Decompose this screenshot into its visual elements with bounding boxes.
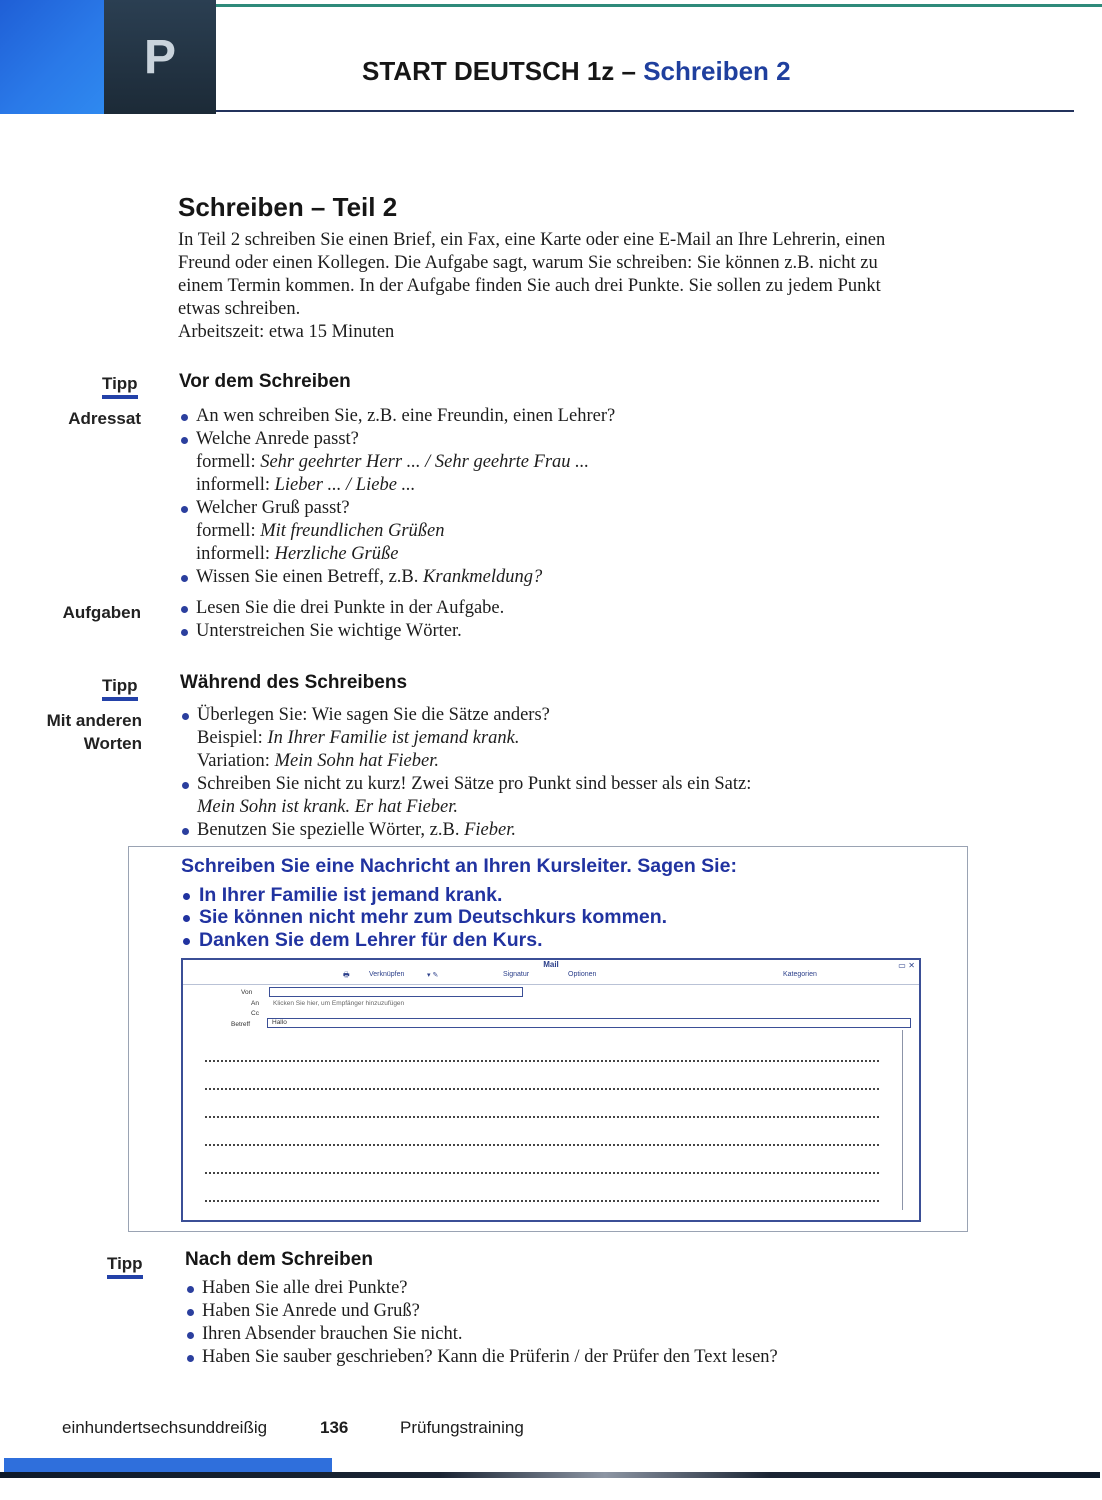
header-rule: [216, 110, 1074, 112]
task-heading: Schreiben Sie eine Nachricht an Ihren Kursleiter. Sagen Sie:: [181, 855, 737, 877]
list-item: Unterstreichen Sie wichtige Wörter.: [178, 620, 504, 643]
label-von: Von: [241, 989, 253, 996]
toolbar-kategorien[interactable]: Kategorien: [783, 971, 817, 978]
list-item: informell: Herzliche Grüße: [196, 544, 399, 564]
list-item: Überlegen Sie: Wie sagen Sie die Sätze anders?: [179, 704, 751, 727]
list-item: Benutzen Sie spezielle Wörter, z.B. Fieber.: [179, 819, 751, 842]
vor-list: [178, 405, 615, 589]
list-item: Ihren Absender brauchen Sie nicht.: [184, 1323, 778, 1346]
intro-line: In Teil 2 schreiben Sie einen Brief, ein Fax, eine Karte oder eine E-Mail an Ihre Lehrerin, einen: [178, 230, 886, 250]
list-item: Haben Sie sauber geschrieben? Kann die Prüferin / der Prüfer den Text lesen?: [184, 1346, 778, 1369]
betreff-value: Hallo: [272, 1019, 287, 1026]
writing-line[interactable]: [205, 1116, 879, 1118]
waehrend-list: [179, 704, 751, 842]
list-item: Beispiel: In Ihrer Familie ist jemand krank.: [197, 728, 520, 748]
von-field[interactable]: [269, 987, 523, 997]
list-item: informell: Lieber ... / Liebe ...: [196, 475, 416, 495]
list-item: An wen schreiben Sie, z.B. eine Freundin, einen Lehrer?: [178, 405, 615, 428]
aufgaben-list: [178, 597, 504, 643]
footer-page-word: einhundertsechsunddreißig: [62, 1418, 268, 1437]
task-bullet: Sie können nicht mehr zum Deutschkurs kommen.: [181, 906, 667, 929]
toolbar-optionen[interactable]: Optionen: [568, 971, 597, 978]
list-item: Haben Sie Anrede und Gruß?: [184, 1300, 778, 1323]
side-label-aufgaben: Aufgaben: [62, 603, 141, 622]
list-item: Welche Anrede passt?: [178, 428, 615, 451]
an-hint[interactable]: Klicken Sie hier, um Empfänger hinzuzufügen: [273, 1000, 405, 1007]
list-item: Variation: Mein Sohn hat Fieber.: [197, 751, 439, 771]
waehrend-heading: Während des Schreibens: [180, 672, 408, 693]
footer-rule: [0, 1472, 1100, 1478]
mail-toolbar: [183, 970, 919, 985]
toolbar-arrow-icon[interactable]: ▾ ✎: [427, 972, 439, 979]
writing-line[interactable]: [205, 1200, 879, 1202]
header-title-accent: Schreiben 2: [643, 56, 791, 86]
side-label-adressat: Adressat: [68, 409, 141, 428]
intro-line: Arbeitszeit: etwa 15 Minuten: [178, 322, 395, 342]
task-bullet: In Ihrer Familie ist jemand krank.: [181, 884, 502, 907]
page-header-title: [362, 56, 791, 87]
list-item: Mein Sohn ist krank. Er hat Fieber.: [197, 797, 459, 817]
list-item: formell: Sehr geehrter Herr ... / Sehr geehrte Frau ...: [196, 452, 590, 472]
writing-line[interactable]: [205, 1060, 879, 1062]
attach-icon[interactable]: 🖶: [343, 972, 350, 979]
list-item: Haben Sie alle drei Punkte?: [184, 1277, 778, 1300]
mail-title: Mail: [543, 960, 559, 969]
writing-line[interactable]: [205, 1088, 879, 1090]
nach-list: [184, 1277, 778, 1369]
footer-section: Prüfungstraining: [400, 1418, 524, 1437]
label-an: An: [251, 1000, 259, 1007]
vor-heading: Vor dem Schreiben: [179, 371, 351, 392]
writing-line[interactable]: [205, 1172, 879, 1174]
nach-heading: Nach dem Schreiben: [185, 1249, 373, 1270]
label-betreff: Betreff: [231, 1021, 251, 1028]
list-item: Wissen Sie einen Betreff, z.B. Krankmeldung?: [178, 566, 615, 589]
label-cc: Cc: [251, 1010, 259, 1017]
intro-paragraph: [178, 229, 978, 344]
mail-window: [181, 958, 921, 1222]
scrollbar[interactable]: [902, 1030, 915, 1210]
intro-line: etwas schreiben.: [178, 299, 301, 319]
tipp-label: Tipp: [102, 676, 138, 701]
tipp-label: Tipp: [102, 374, 138, 399]
header-badge-letter: P: [143, 31, 176, 84]
list-item: Welcher Gruß passt?: [178, 497, 615, 520]
toolbar-signatur[interactable]: Signatur: [503, 971, 530, 978]
header-color-block: [0, 0, 108, 114]
task-bullet: Danken Sie dem Lehrer für den Kurs.: [181, 929, 543, 952]
list-item: formell: Mit freundlichen Grüßen: [196, 521, 445, 541]
writing-line[interactable]: [205, 1144, 879, 1146]
intro-line: Freund oder einen Kollegen. Die Aufgabe sagt, warum Sie schreiben: Sie können z.B. nicht zu: [178, 253, 878, 273]
toolbar-verknupfen[interactable]: Verknüpfen: [369, 971, 405, 978]
side-label-mit-anderen-worten: Mit anderen Worten: [46, 711, 142, 753]
betreff-field[interactable]: [267, 1018, 911, 1028]
header-top-line: [216, 4, 1102, 7]
section-title: Schreiben – Teil 2: [178, 192, 398, 222]
window-controls-icon[interactable]: ▭ ✕: [898, 961, 915, 970]
list-item: Schreiben Sie nicht zu kurz! Zwei Sätze pro Punkt sind besser als ein Satz:: [179, 773, 751, 796]
intro-line: einem Termin kommen. In der Aufgabe finden Sie auch drei Punkte. Sie sollen zu jedem Punkt: [178, 276, 881, 296]
tipp-label: Tipp: [107, 1254, 143, 1279]
footer-color-bar: [4, 1458, 332, 1472]
list-item: Lesen Sie die drei Punkte in der Aufgabe.: [178, 597, 504, 620]
header-title-main: START DEUTSCH 1z –: [362, 56, 644, 86]
footer-page-number: 136: [320, 1418, 349, 1437]
